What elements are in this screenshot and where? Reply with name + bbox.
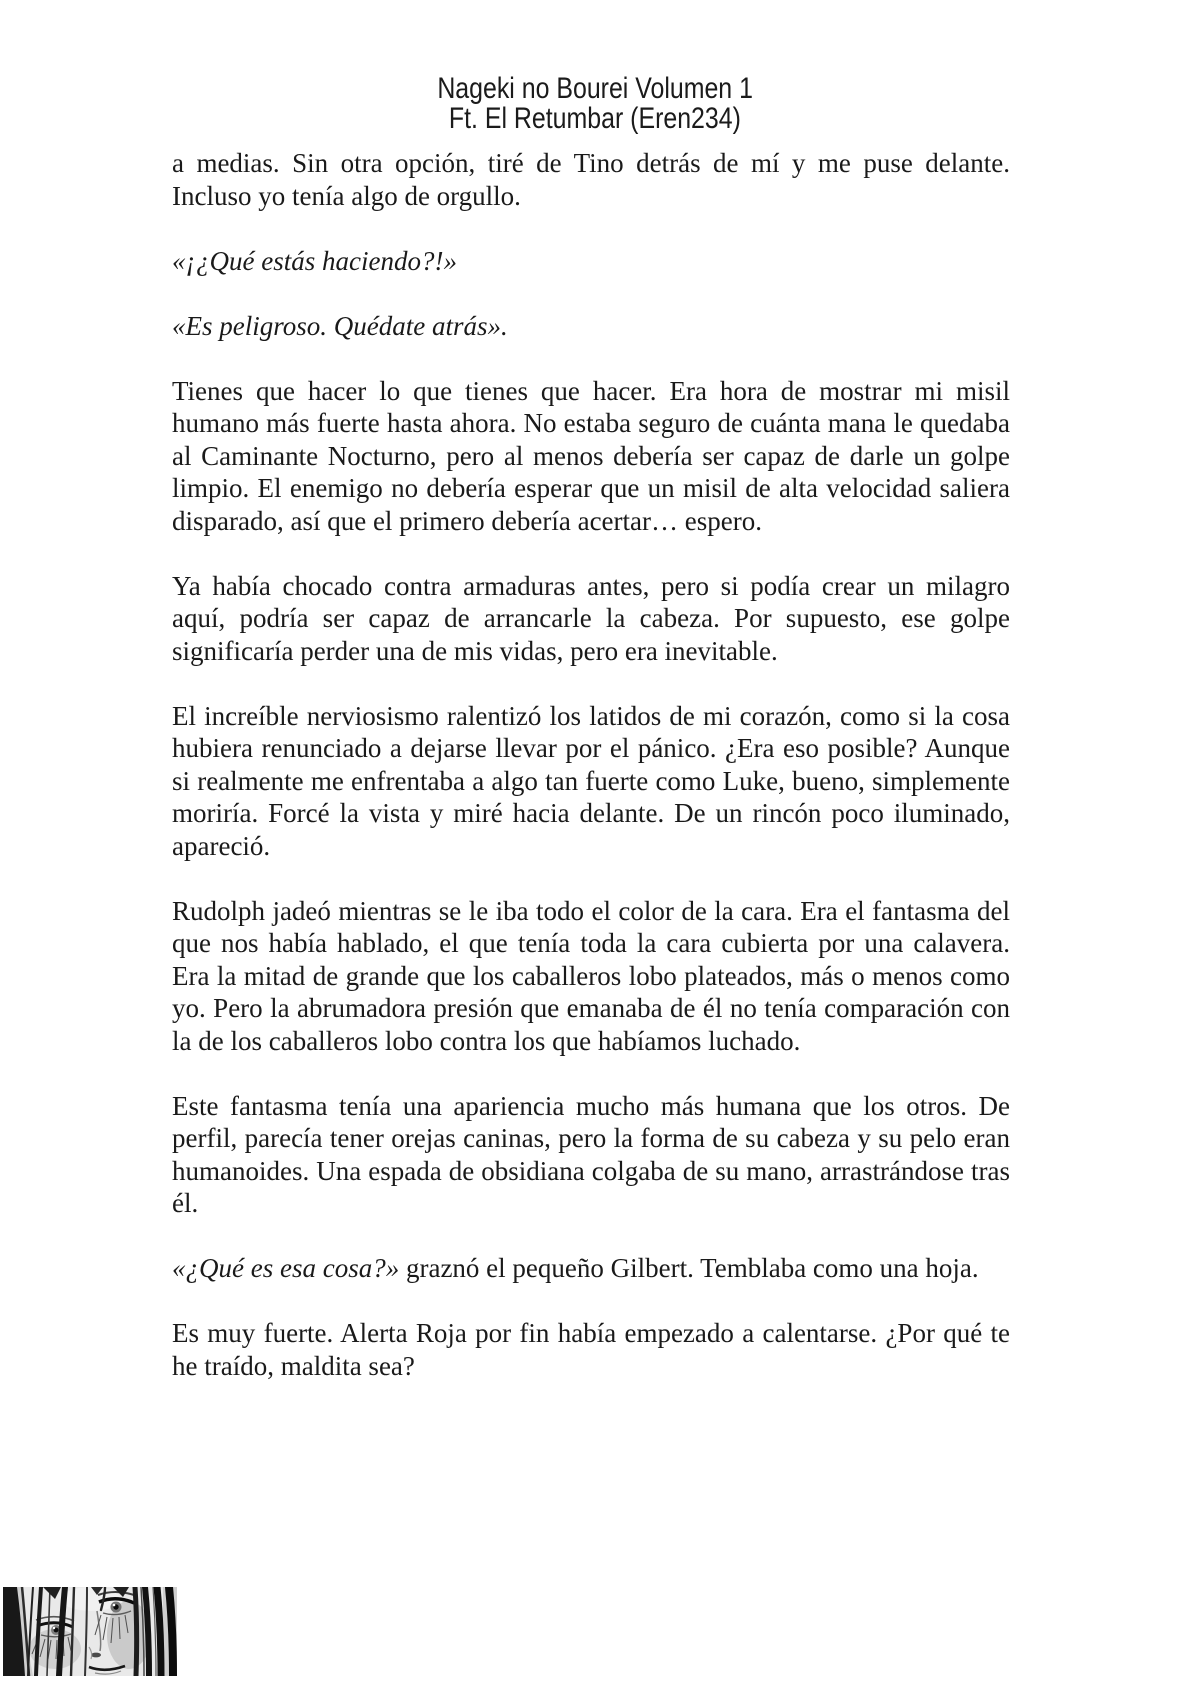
title-line-1: Nageki no Bourei Volumen 1: [437, 72, 753, 105]
paragraph-10: Es muy fuerte. Alerta Roja por fin había empezado a calentarse. ¿Por qué te he traído, maldita sea?: [172, 1318, 1010, 1381]
paragraph-3: «Es peligroso. Quédate atrás».: [172, 310, 508, 341]
paragraph-9: [172, 1252, 1010, 1285]
paragraph-9-rest: graznó el pequeño Gilbert. Temblaba como una hoja.: [399, 1253, 979, 1283]
paragraph-7: Rudolph jadeó mientras se le iba todo el color de la cara. Era el fantasma del que nos había hablado, el que tenía toda la cara cubierta por una calavera. Era la mitad de grande que los caballeros lobo plateados, más o menos como yo. Pero la abrumadora presión que emanaba de él no tenía comparación con la de los caballeros lobo contra los que habíamos luchado.: [172, 895, 1010, 1056]
paragraph-1: a medias. Sin otra opción, tiré de Tino detrás de mí y me puse delante. Incluso yo tenía algo de orgullo.: [172, 148, 1010, 211]
paragraph-8: Este fantasma tenía una apariencia mucho más humana que los otros. De perfil, parecía tener orejas caninas, pero la forma de su cabeza y su pelo eran humanoides. Una espada de obsidiana colgaba de su mano, arrastrándose tras él.: [172, 1090, 1010, 1218]
title-line-2: Ft. El Retumbar (Eren234): [448, 102, 741, 135]
paragraph-2: «¡¿Qué estás haciendo?!»: [172, 245, 457, 276]
paragraph-5: Ya había chocado contra armaduras antes, pero si podía crear un milagro aquí, podría ser capaz de arrancarle la cabeza. Por supuesto, ese golpe significaría perder una de mis vidas, pero era inevitable.: [172, 570, 1010, 666]
paragraph-4: Tienes que hacer lo que tienes que hacer. Era hora de mostrar mi misil humano más fuerte hasta ahora. No estaba seguro de cuánta mana le quedaba al Caminante Nocturno, pero al menos debería ser capaz de darle un golpe limpio. El enemigo no debería esperar que un misil de alta velocidad saliera disparado, así que el primero debería acertar… espero.: [172, 375, 1010, 536]
body-text: [172, 147, 1010, 1415]
document-header: [0, 74, 1190, 134]
paragraph-6: El increíble nerviosismo ralentizó los latidos de mi corazón, como si la cosa hubiera renunciado a dejarse llevar por el pánico. ¿Era eso posible? Aunque si realmente me enfrentaba a algo tan fuerte como Luke, bueno, simplemente moriría. Forcé la vista y miré hacia delante. De un rincón poco iluminado, apareció.: [172, 700, 1010, 861]
manga-face-illustration: [3, 1587, 177, 1676]
paragraph-9-quote: «¿Qué es esa cosa?»: [172, 1253, 400, 1283]
manga-face-drawing: [3, 1587, 177, 1676]
